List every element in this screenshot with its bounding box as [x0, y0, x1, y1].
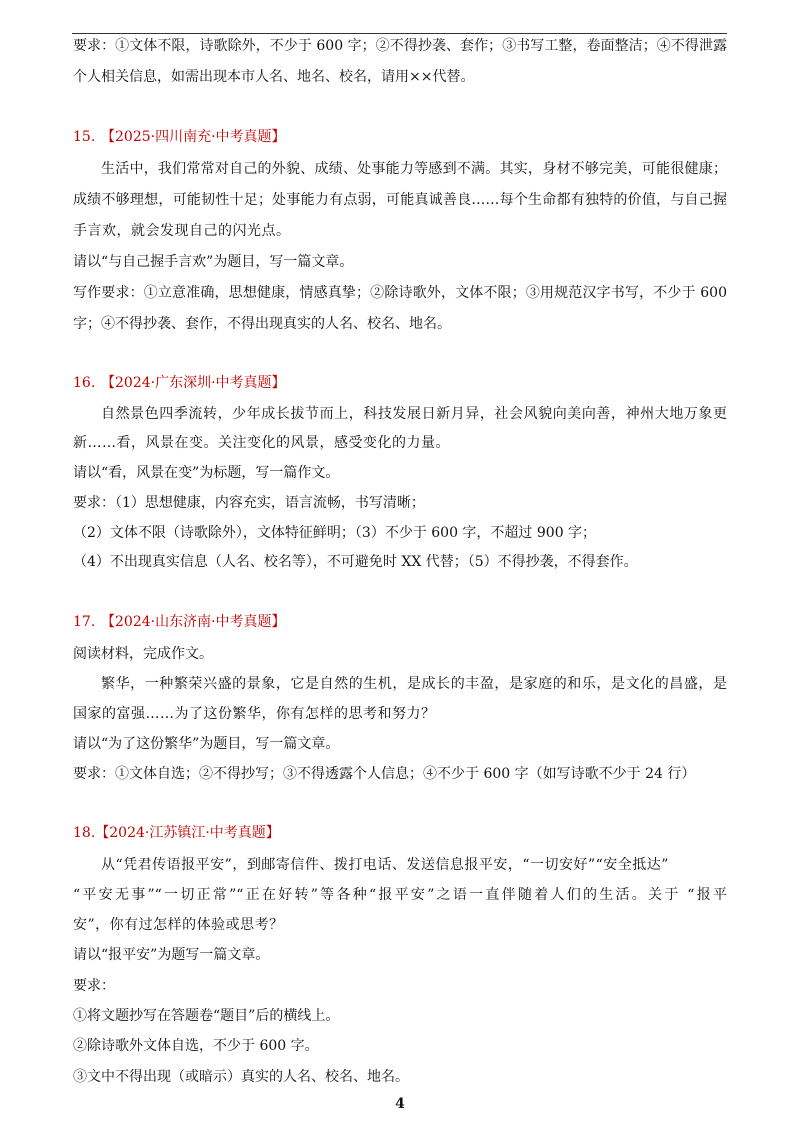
requirement-line: 写作要求：①立意准确，思想健康，情感真挚；②除诗歌外，文体不限；③用规范汉字书写，不少于 600	[73, 284, 727, 301]
material-line: 国家的富强……为了这份繁华，你有怎样的思考和努力？	[73, 705, 436, 722]
question-15	[73, 121, 727, 340]
text-line: 要求：①文体不限，诗歌除外，不少于 600 字；②不得抄袭、套作；③书写工整，卷面整洁；④不得泄露	[73, 37, 727, 54]
material-line: “平安无事”“一切正常”“正在好转”等各种“报平安”之语一直伴随着人们的生活。关于 “报平	[73, 886, 727, 903]
requirement-line: （4）不出现真实信息（人名、校名等），不可避免时 XX 代替；（5）不得抄袭，不得套作。	[73, 554, 638, 571]
material-line: 新……看，风景在变。关注变化的风景，感受变化的力量。	[73, 435, 450, 452]
prompt-line: 请以“为了这份繁华”为题目，写一篇文章。	[73, 736, 340, 753]
previous-requirements	[73, 31, 727, 93]
requirement-line: ①将文题抄写在答题卷“题目”后的横线上。	[73, 1007, 340, 1024]
requirement-line: 要求：①文体自选；②不得抄写；③不得透露个人信息；④不少于 600 字（如写诗歌不少于 24 行）	[73, 766, 696, 783]
material-line: 生活中，我们常常对自己的外貌、成绩、处事能力等感到不满。其实，身材不够完美，可能很健康；	[101, 160, 727, 177]
question-number: 16.	[73, 374, 96, 391]
page-number: 4	[395, 1096, 405, 1112]
question-number: 18.	[73, 824, 96, 841]
question-source: 【2024·山东济南·中考真题】	[101, 613, 286, 630]
requirement-line: 要求：	[73, 977, 115, 994]
instruction-line: 阅读材料，完成作文。	[73, 645, 213, 662]
question-heading	[73, 367, 727, 400]
material-line: 自然景色四季流转，少年成长拔节而上，科技发展日新月异，社会风貌向美向善，神州大地万象更	[101, 405, 727, 422]
requirement-line: 字；④不得抄袭、套作，不得出现真实的人名、校名、地名。	[73, 315, 451, 332]
question-18	[73, 817, 727, 1092]
requirement-line: 要求：（1）思想健康，内容充实，语言流畅，书写清晰；	[73, 494, 425, 511]
material-line: 成绩不够理想，可能韧性十足；处事能力有点弱，可能真诚善良……每个生命都有独特的价值，与自己握	[73, 191, 727, 208]
question-source: 【2024·广东深圳·中考真题】	[101, 374, 286, 391]
text-line: 个人相关信息，如需出现本市人名、地名、校名，请用××代替。	[73, 68, 475, 85]
requirement-line: （2）文体不限（诗歌除外），文体特征鲜明；（3）不少于 600 字，不超过 900 字；	[73, 524, 597, 541]
material-line: 从“凭君传语报平安”，到邮寄信件、拨打电话、发送信息报平安，“一切安好”“安全抵达”	[101, 856, 669, 873]
prompt-line: 请以“报平安”为题写一篇文章。	[73, 947, 270, 964]
requirement-line: ②除诗歌外文体自选，不少于 600 字。	[73, 1038, 319, 1055]
question-number: 17.	[73, 613, 96, 630]
question-16	[73, 367, 727, 579]
question-heading	[73, 121, 727, 154]
question-heading	[73, 606, 727, 639]
prompt-line: 请以“与自己握手言欢”为题目，写一篇文章。	[73, 253, 354, 270]
material-line: 繁华，一种繁荣兴盛的景象，它是自然的生机，是成长的丰盈，是家庭的和乐，是文化的昌盛，是	[101, 675, 727, 692]
requirement-line: ③文中不得出现（或暗示）真实的人名、校名、地名。	[73, 1068, 409, 1085]
material-line: 安”，你有过怎样的体验或思考？	[73, 917, 284, 934]
material-line: 手言欢，就会发现自己的闪光点。	[73, 222, 291, 239]
question-17	[73, 606, 727, 790]
question-number: 15.	[73, 128, 96, 145]
question-source: 【2025·四川南充·中考真题】	[101, 128, 286, 145]
question-source: 【2024·江苏镇江·中考真题】	[95, 824, 280, 841]
prompt-line: 请以“看，风景在变”为标题，写一篇作文。	[73, 465, 340, 482]
question-heading	[73, 817, 727, 850]
